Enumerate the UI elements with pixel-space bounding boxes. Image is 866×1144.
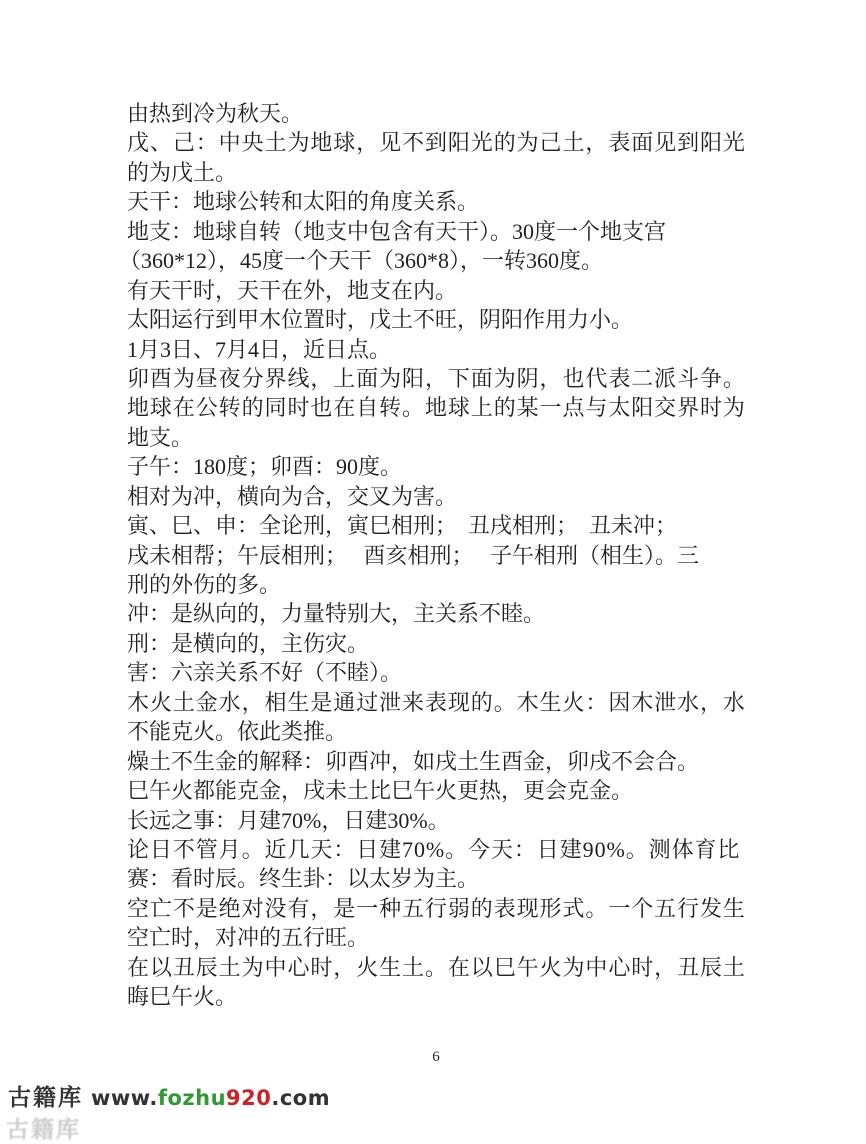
text-line: 巳午火都能克金，戌未土比巳午火更热，更会克金。 [127, 778, 634, 804]
text-line: 有天干时，天干在外，地支在内。 [127, 277, 458, 303]
text-line: 地球在公转的同时也在自转。地球上的某一点与太阳交界时为 [127, 395, 746, 421]
text-line: 地支。 [127, 424, 194, 450]
text-line: 1月3日、7月4日，近日点。 [127, 336, 392, 362]
text-line: 刑的外伤的多。 [127, 572, 282, 597]
text-line: 冲：是纵向的，力量特别大，主关系不睦。 [127, 601, 546, 627]
text-line: 天干：地球公转和太阳的角度关系。 [127, 189, 480, 215]
watermark-url-number-red: 920 [226, 1086, 272, 1110]
text-line: 空亡时，对冲的五行旺。 [127, 925, 370, 951]
text-line: 子午：180度；卯酉：90度。 [127, 454, 403, 480]
text-line: 卯酉为昼夜分界线，上面为阳，下面为阴，也代表二派斗争。 [127, 365, 746, 391]
text-line: 的为戊土。 [127, 159, 238, 185]
text-line: （360*12），45度一个天干（360*8），一转360度。 [119, 248, 604, 274]
page-number: 6 [432, 1049, 440, 1065]
text-line: 害：六亲关系不好（不睦）。 [127, 660, 403, 686]
text-line: 论日不管月。近几天：日建70%。今天：日建90%。测体育比 [127, 836, 741, 862]
text-line: 由热到冷为秋天。 [127, 101, 304, 126]
text-line: 太阳运行到甲木位置时，戊土不旺，阴阳作用力小。 [127, 307, 634, 333]
watermark [8, 1079, 331, 1110]
text-line: 燥土不生金的解释：卯酉冲，如戌土生酉金，卯戌不会合。 [127, 748, 700, 774]
watermark-url-domain-green: fozhu [157, 1086, 227, 1110]
text-line: 刑：是横向的，主伤灾。 [127, 630, 370, 656]
text-line: 戌未相帮；午辰相刑； 酉亥相刑； 子午相刑（相生）。三 [127, 542, 700, 568]
document-text [119, 99, 787, 1012]
watermark-url-www: www. [91, 1086, 158, 1110]
text-line: 长远之事：月建70%，日建30%。 [127, 807, 450, 833]
text-line: 不能克火。依此类推。 [127, 719, 348, 745]
text-line: 戊、己：中央土为地球，见不到阳光的为己土，表面见到阳光 [127, 130, 746, 156]
text-line: 空亡不是绝对没有，是一种五行弱的表现形式。一个五行发生 [127, 895, 746, 921]
text-line: 赛：看时辰。终生卦：以太岁为主。 [127, 866, 480, 892]
text-line: 地支：地球自转（地支中包含有天干）。30度一个地支宫 [127, 218, 667, 244]
text-line: 晦巳午火。 [127, 984, 238, 1010]
watermark-url-tld: .com [271, 1086, 331, 1110]
watermark-url [91, 1086, 330, 1110]
text-line: 相对为冲，横向为合，交叉为害。 [127, 483, 458, 509]
watermark-brand-text: 古籍库 [8, 1084, 83, 1110]
text-line: 寅、巳、申：全论刑，寅巳相刑； 丑戌相刑； 丑未冲； [127, 513, 678, 539]
text-line: 木火土金水，相生是通过泄来表现的。木生火：因木泄水，水 [127, 689, 746, 715]
watermark-ghost-artifact: 古籍库 [6, 1116, 81, 1142]
text-line: 在以丑辰土为中心时，火生土。在以巳午火为中心时，丑辰土 [127, 954, 746, 980]
